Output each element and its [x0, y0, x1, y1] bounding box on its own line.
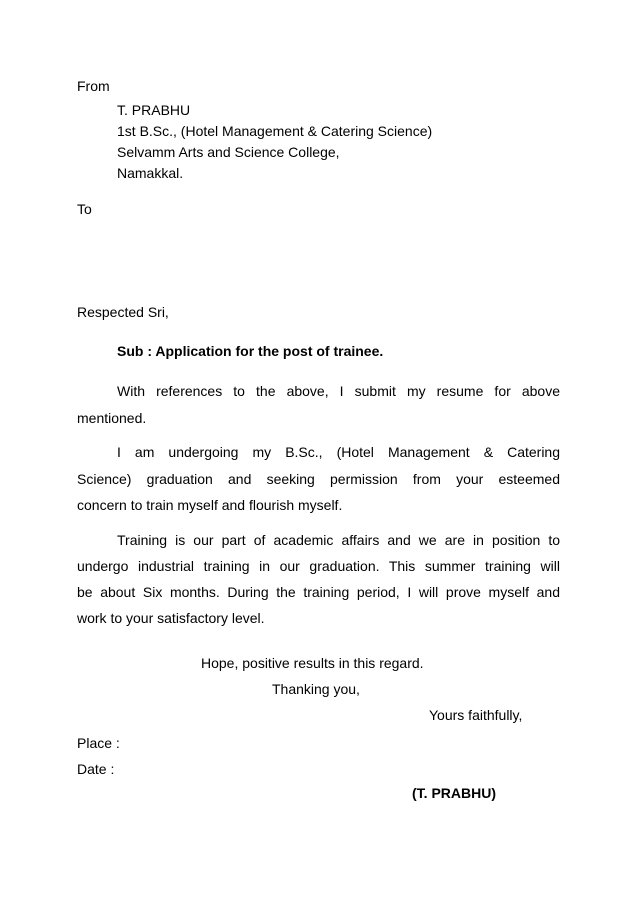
salutation: Respected Sri, — [77, 304, 169, 320]
place-label: Place : — [77, 735, 120, 751]
from-label: From — [77, 78, 110, 94]
paragraph-2-line-2: Science) graduation and seeking permission from your esteemed — [77, 471, 560, 487]
subject-line — [117, 342, 383, 360]
to-label: To — [77, 201, 92, 217]
paragraph-2-line-3: concern to train myself and flourish myself. — [77, 497, 343, 513]
paragraph-1-line-1: With references to the above, I submit my resume for above — [117, 383, 560, 399]
subject-text: Application for the post of trainee. — [155, 343, 384, 359]
closing-line: Yours faithfully, — [429, 707, 523, 723]
paragraph-3-line-2: undergo industrial training in our graduation. This summer training will — [77, 558, 560, 574]
thanking-line: Thanking you, — [272, 681, 360, 697]
signature: (T. PRABHU) — [412, 785, 496, 801]
hope-line: Hope, positive results in this regard. — [201, 655, 424, 671]
sender-town: Namakkal. — [117, 165, 184, 181]
sender-name: T. PRABHU — [117, 102, 191, 118]
paragraph-3-line-3: be about Six months. During the training period, I will prove myself and — [77, 584, 560, 600]
subject-prefix: Sub : — [117, 343, 156, 359]
paragraph-1-line-2: mentioned. — [77, 410, 147, 426]
paragraph-3-line-1: Training is our part of academic affairs and we are in position to — [117, 532, 560, 548]
sender-course: 1st B.Sc., (Hotel Management & Catering Science) — [117, 123, 433, 139]
date-label: Date : — [77, 761, 115, 777]
paragraph-2-line-1: I am undergoing my B.Sc., (Hotel Management & Catering — [117, 444, 560, 460]
paragraph-3-line-4: work to your satisfactory level. — [77, 610, 265, 626]
sender-college: Selvamm Arts and Science College, — [117, 144, 340, 160]
